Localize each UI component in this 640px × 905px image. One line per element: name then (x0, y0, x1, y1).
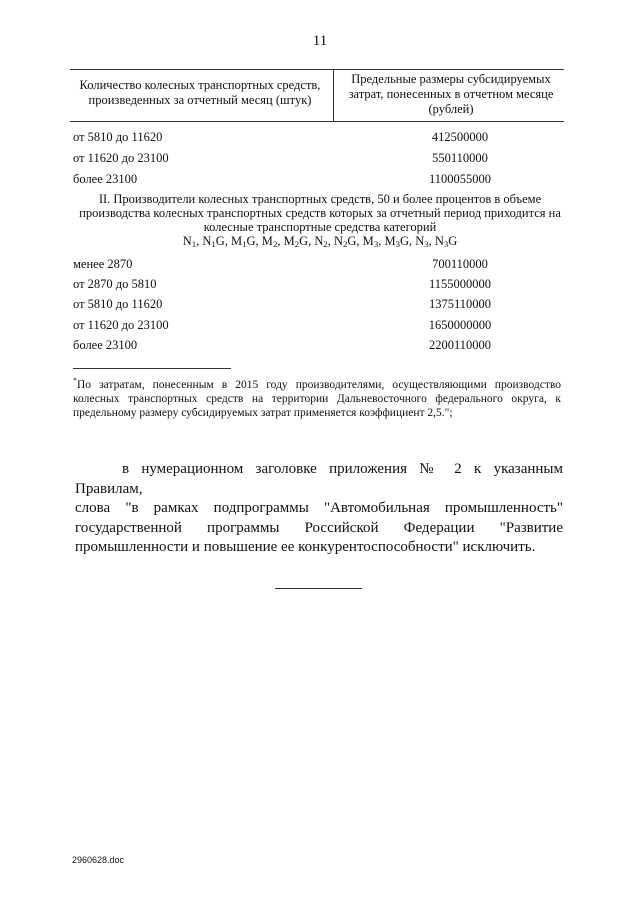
table-row-value: 1375110000 (428, 297, 492, 311)
footnote-text: По затратам, понесенным в 2015 году производителями, осуществляющими производство колесных транспортных средств на территории Дальневосточного федерального округа, к предельному размеру субсидируемых затрат применяется коэффициент 2,5."; (73, 378, 561, 419)
paragraph-line: промышленности и повышение ее конкурентоспособности" исключить. (75, 539, 536, 555)
table-row-range: от 5810 до 11620 (73, 130, 163, 144)
table-header-right: Предельные размеры субсидируемых затрат, понесенных в отчетном месяце (рублей) (348, 72, 554, 116)
paragraph-line: слова "в рамках подпрограммы "Автомобильная промышленность" (75, 500, 563, 516)
footnote-marker: * (73, 376, 77, 385)
table-row-value: 1100055000 (428, 172, 492, 186)
table-header-divider (333, 69, 334, 121)
table-row-range: от 11620 до 23100 (73, 318, 169, 332)
categories-line: $N_1$, $N_1G$, $M_1G$, $M_2$, $M_2G$, $N_2$, $N_2G$, $M_3$, $M_3G$, $N_3$, $N_3G$ (182, 234, 458, 250)
footnote-separator (73, 368, 231, 369)
footnote (73, 374, 561, 420)
table-row-range: более 23100 (73, 172, 138, 186)
table-header-bottom-rule (70, 121, 564, 122)
table-row-range: более 23100 (73, 338, 138, 352)
paragraph-line: государственной программы Российской Федерации "Развитие (75, 519, 563, 536)
amendment-paragraph (75, 460, 563, 558)
document-code: 2960628.doc (72, 855, 125, 865)
table-row-value: 1650000000 (428, 318, 492, 332)
table-row-range: от 11620 до 23100 (73, 151, 169, 165)
table-row-range: менее 2870 (73, 257, 133, 271)
table-top-rule (70, 69, 564, 70)
table-row-range: от 5810 до 11620 (73, 297, 163, 311)
section-title: II. Производители колесных транспортных средств, 50 и более процентов в объеме производства колесных транспортных средств которых за отчетный период приходится на колесные транспортные средства категорий (79, 192, 561, 234)
table-row-value: 700110000 (432, 257, 488, 271)
table-row-range: от 2870 до 5810 (73, 277, 157, 291)
closing-rule (275, 588, 362, 589)
table-row-value: 412500000 (431, 130, 489, 144)
section-heading (70, 192, 570, 251)
paragraph-line: в нумерационном заголовке приложения № 2 к указанным Правилам, (75, 461, 563, 497)
page-number: 11 (312, 33, 328, 49)
table-row-value: 2200110000 (428, 338, 492, 352)
table-header-left: Количество колесных транспортных средств, произведенных за отчетный месяц (штук) (79, 78, 321, 107)
table-row-value: 550110000 (432, 151, 488, 165)
table-row-value: 1155000000 (428, 277, 492, 291)
